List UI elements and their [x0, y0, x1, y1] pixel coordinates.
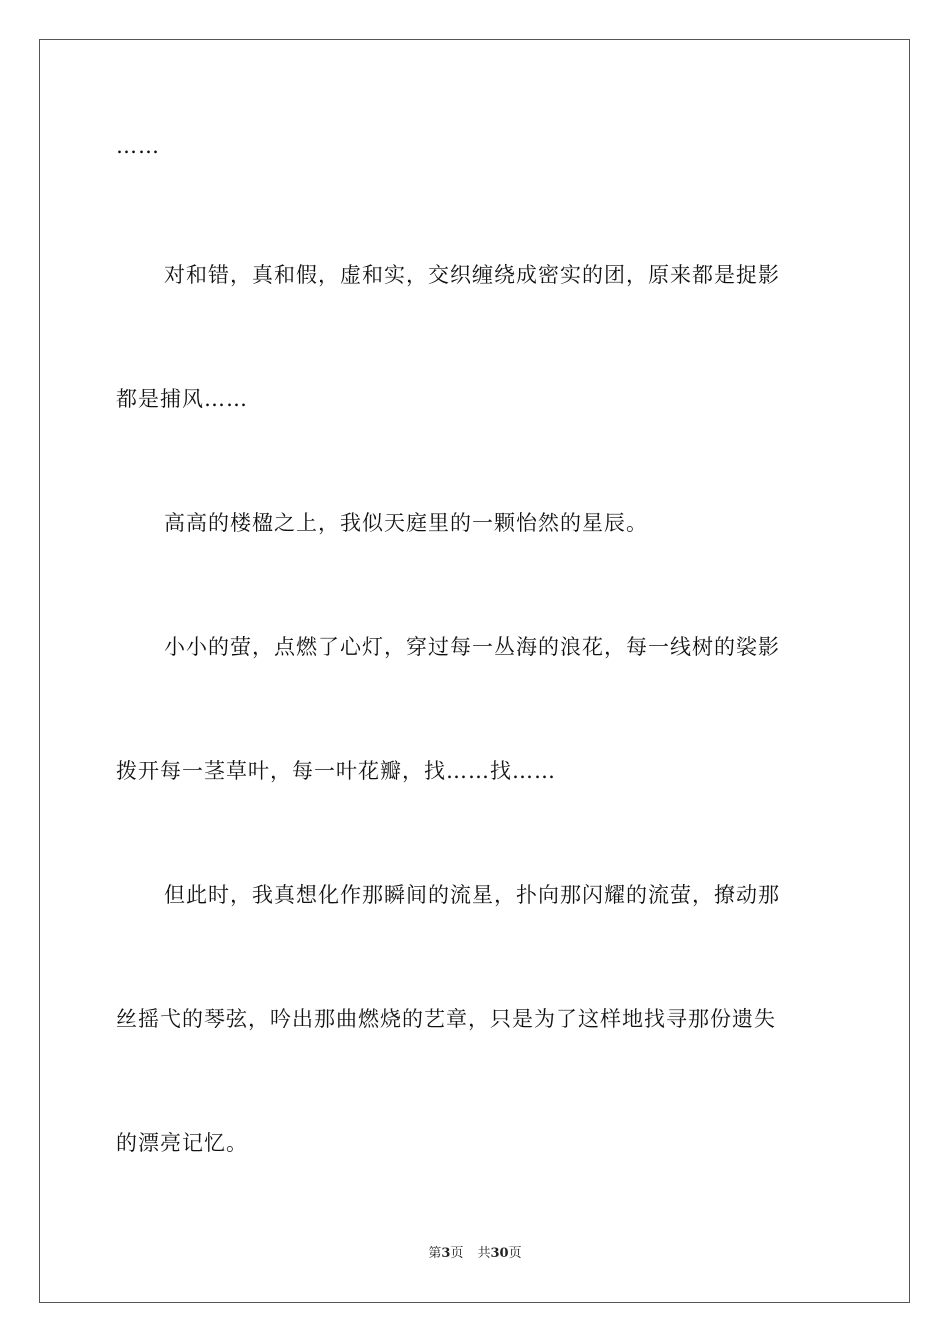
- paragraph-2-line-1: 高高的楼楹之上，我似天庭里的一颗怡然的星辰。: [164, 511, 648, 535]
- total-prefix: 共: [477, 1246, 491, 1261]
- paragraph-4-line-1: 但此时，我真想化作那瞬间的流星，扑向那闪耀的流萤，撩动那: [164, 883, 780, 907]
- page-number: 3: [441, 1246, 451, 1261]
- page-border: [39, 39, 910, 1303]
- paragraph-3-line-2: 拨开每一茎草叶，每一叶花瓣，找……找……: [116, 759, 556, 783]
- paragraph-1-line-2: 都是捕风……: [116, 387, 248, 411]
- paragraph-4-line-2: 丝摇弋的琴弦，吟出那曲燃烧的艺章，只是为了这样地找寻那份遗失: [116, 1007, 776, 1031]
- text-line-ellipsis: ……: [116, 134, 160, 158]
- paragraph-3-line-1: 小小的萤，点燃了心灯，穿过每一丛海的浪花，每一线树的裟影: [164, 635, 780, 659]
- total-pages: 30: [490, 1246, 509, 1261]
- page-prefix: 第: [428, 1246, 442, 1261]
- page-footer: [0, 1245, 950, 1263]
- paragraph-4-line-3: 的漂亮记忆。: [116, 1131, 248, 1155]
- paragraph-1-line-1: 对和错，真和假，虚和实，交织缠绕成密实的团，原来都是捉影: [164, 263, 780, 287]
- page-suffix: 页: [450, 1246, 464, 1261]
- total-suffix: 页: [508, 1246, 522, 1261]
